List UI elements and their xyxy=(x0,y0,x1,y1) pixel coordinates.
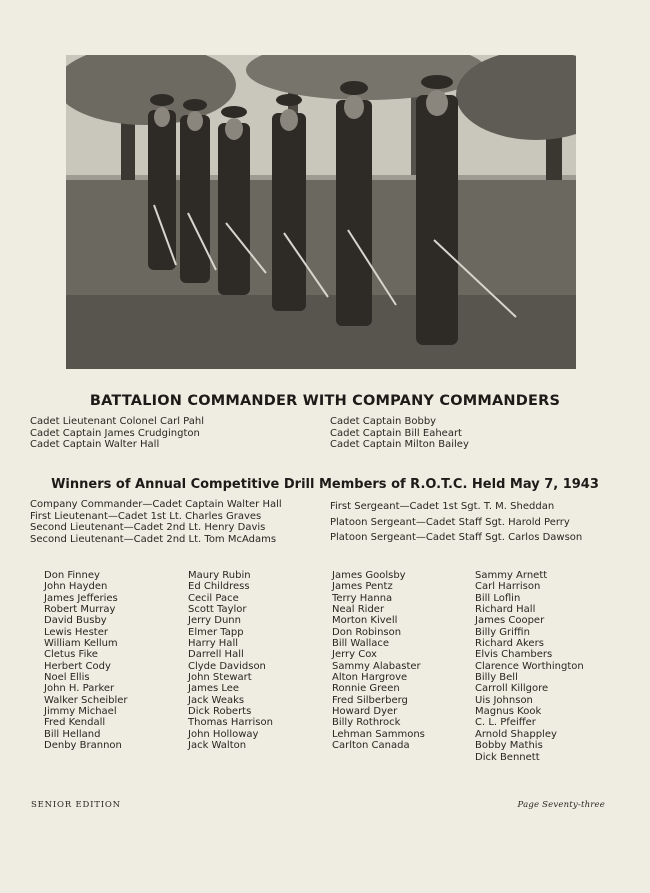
commander-entry: Cadet Lieutenant Colonel Carl Pahl xyxy=(30,416,204,427)
member-name: Bill Wallace xyxy=(332,638,390,650)
member-name: Thomas Harrison xyxy=(188,717,273,729)
member-name: James Goolsby xyxy=(332,570,406,581)
member-name: Richard Hall xyxy=(475,604,536,616)
member-name: Jerry Cox xyxy=(332,649,377,661)
member-name: Bobby Mathis xyxy=(475,740,543,752)
member-name: Alton Hargrove xyxy=(332,672,408,684)
member-name: Don Finney xyxy=(44,570,100,581)
member-name: C. L. Pfeiffer xyxy=(475,717,536,729)
member-name: James Cooper xyxy=(475,615,545,627)
names-column-4 xyxy=(475,570,584,763)
member-name: Richard Akers xyxy=(475,638,544,650)
member-name: Howard Dyer xyxy=(332,706,398,718)
member-name: Ed Childress xyxy=(188,581,250,593)
member-name: Terry Hanna xyxy=(332,592,393,604)
member-name: James Jefferies xyxy=(44,592,118,604)
member-name: Ronnie Green xyxy=(332,683,400,695)
member-name: Fred Kendall xyxy=(44,717,106,729)
member-name: John Holloway xyxy=(188,728,259,740)
member-name: Bill Helland xyxy=(44,728,101,740)
member-name: Dick Bennett xyxy=(475,751,540,763)
member-name: Bill Loflin xyxy=(475,592,521,604)
member-name: Cecil Pace xyxy=(188,592,239,604)
member-name: Lewis Hester xyxy=(44,626,108,638)
page-number-footer: Page Seventy-three xyxy=(517,800,605,810)
commanders-left-column xyxy=(30,416,204,451)
member-name: Dick Roberts xyxy=(188,706,252,718)
winner-entry: Second Lieutenant—Cadet 2nd Lt. Henry Davis xyxy=(30,522,266,534)
winner-entry: First Lieutenant—Cadet 1st Lt. Charles Graves xyxy=(30,510,262,522)
member-name: Harry Hall xyxy=(188,638,238,650)
drill-winners-heading: Winners of Annual Competitive Drill Members of R.O.T.C. Held May 7, 1943 xyxy=(51,477,599,492)
member-name: Jack Walton xyxy=(188,740,247,752)
member-name: Clarence Worthington xyxy=(475,660,584,672)
member-name: Lehman Sammons xyxy=(332,728,425,740)
member-name: Carl Harrison xyxy=(475,581,541,593)
winner-entry: Company Commander—Cadet Captain Walter Hall xyxy=(30,499,282,510)
member-name: Don Robinson xyxy=(332,626,402,638)
member-name: Fred Silberberg xyxy=(332,694,408,706)
member-name: Billy Bell xyxy=(475,672,518,684)
member-name: Jerry Dunn xyxy=(188,615,241,627)
member-name: John Stewart xyxy=(188,672,252,684)
names-column-3 xyxy=(332,570,425,752)
member-name: Uis Johnson xyxy=(475,694,533,706)
commander-entry: Cadet Captain Bill Eaheart xyxy=(330,427,462,439)
member-name: John Hayden xyxy=(44,581,108,593)
member-name: Noel Ellis xyxy=(44,672,90,684)
member-name: David Busby xyxy=(44,615,107,627)
member-name: Carroll Killgore xyxy=(475,683,549,695)
winner-entry: Second Lieutenant—Cadet 2nd Lt. Tom McAdams xyxy=(30,533,277,545)
member-name: Sammy Arnett xyxy=(475,570,548,581)
battalion-heading: BATTALION COMMANDER WITH COMPANY COMMANDERS xyxy=(89,393,561,409)
member-name: James Pentz xyxy=(332,581,393,593)
photo-illustration xyxy=(66,55,576,369)
winners-right-column xyxy=(330,499,582,546)
member-name: Elmer Tapp xyxy=(188,626,244,638)
winner-entry: First Sergeant—Cadet 1st Sgt. T. M. Sheddan xyxy=(330,501,555,512)
names-column-2 xyxy=(188,570,273,752)
member-name: Jack Weaks xyxy=(188,694,245,706)
winners-left-column xyxy=(30,499,282,545)
member-name: Sammy Alabaster xyxy=(332,660,421,672)
member-name: Arnold Shappley xyxy=(475,728,557,740)
member-name: Maury Rubin xyxy=(188,570,251,581)
member-name: James Lee xyxy=(188,683,240,695)
member-name: Billy Griffin xyxy=(475,626,530,638)
winner-entry: Platoon Sergeant—Cadet Staff Sgt. Harold Perry xyxy=(330,516,570,528)
commander-entry: Cadet Captain Bobby xyxy=(330,416,437,427)
member-name: John H. Parker xyxy=(44,683,115,695)
winner-entry: Platoon Sergeant—Cadet Staff Sgt. Carlos Dawson xyxy=(330,532,583,543)
member-name: Cletus Fike xyxy=(44,649,98,661)
member-name: Carlton Canada xyxy=(332,740,410,752)
commander-entry: Cadet Captain Walter Hall xyxy=(30,439,160,451)
member-name: Herbert Cody xyxy=(44,660,111,672)
edition-footer: SENIOR EDITION xyxy=(31,800,121,810)
member-name: Billy Rothrock xyxy=(332,717,401,729)
names-column-1 xyxy=(44,570,128,752)
member-name: Jimmy Michael xyxy=(44,706,117,718)
commander-entry: Cadet Captain Milton Bailey xyxy=(330,439,469,451)
member-name: Denby Brannon xyxy=(44,740,122,752)
member-name: Elvis Chambers xyxy=(475,649,553,661)
member-name: Magnus Kook xyxy=(475,706,542,718)
commander-entry: Cadet Captain James Crudgington xyxy=(30,427,200,439)
member-name: Neal Rider xyxy=(332,604,385,616)
cadet-commanders-photo xyxy=(66,55,576,369)
member-name: Walker Scheibler xyxy=(44,694,128,706)
member-name: Darrell Hall xyxy=(188,649,244,661)
member-name: William Kellum xyxy=(44,638,118,650)
member-name: Clyde Davidson xyxy=(188,660,266,672)
member-name: Robert Murray xyxy=(44,604,116,616)
member-name: Morton Kivell xyxy=(332,615,398,627)
commanders-right-column xyxy=(330,416,469,451)
member-name: Scott Taylor xyxy=(188,604,247,616)
